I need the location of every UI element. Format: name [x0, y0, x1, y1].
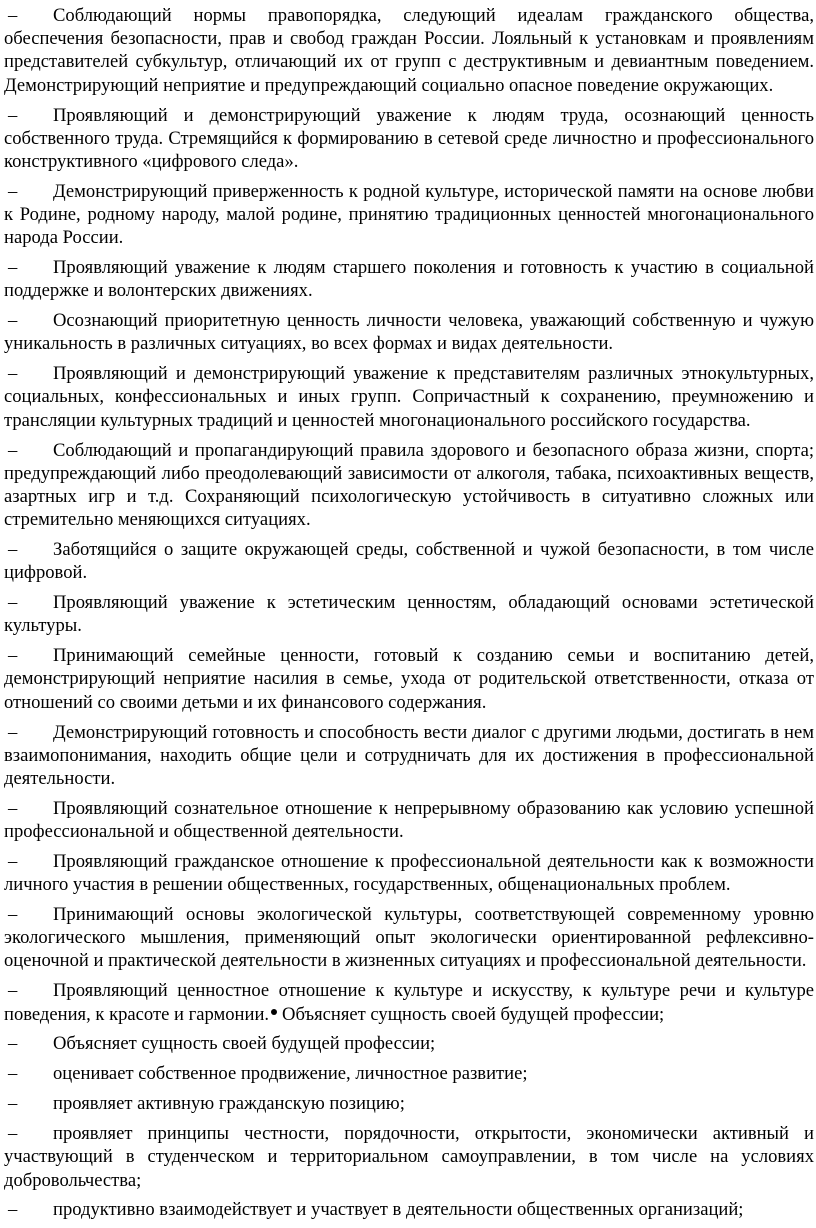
list-item-text: Осознающий приоритетную ценность личности человека, уважающий собственную и чужую уникальность в различных ситуациях, во всех формах и видах деятельности. — [4, 310, 814, 355]
list-item-text: Проявляющий уважение к эстетическим ценностям, обладающий основами эстетической культуры. — [4, 592, 814, 637]
list-marker: – — [8, 363, 18, 385]
list-item — [4, 979, 814, 1025]
list-item — [4, 309, 814, 355]
list-item-text: Соблюдающий нормы правопорядка, следующий идеалам гражданского общества, обеспечения безопасности, прав и свобод граждан России. Лояльный к установкам и проявлениям представителей субкультур, отличающий их от групп с деструктивным и девиантным поведением. Демонстрирующий неприятие и предупреждающий социально опасное поведение окружающих. — [4, 5, 814, 96]
list-marker: – — [8, 592, 18, 614]
list-item-text: Заботящийся о защите окружающей среды, собственной и чужой безопасности, в том числе цифровой. — [4, 539, 814, 584]
list-marker: – — [8, 1123, 18, 1145]
list-item — [4, 362, 814, 432]
list-marker: – — [8, 721, 18, 743]
list-item — [4, 644, 814, 714]
bullet-dot-icon — [271, 1009, 277, 1015]
list-item-text: Проявляющий уважение к людям старшего поколения и готовность к участию в социальной поддержке и волонтерских движениях. — [4, 257, 814, 302]
list-item-text: продуктивно взаимодействует и участвует в деятельности общественных организаций; — [53, 1199, 744, 1221]
list-item — [4, 850, 814, 896]
list-marker: – — [8, 980, 18, 1002]
list-item-text: Проявляющий гражданское отношение к профессиональной деятельности как к возможности личного участия в решении общественных, государственных, общенациональных проблем. — [4, 850, 814, 896]
list-marker: – — [8, 104, 18, 126]
list-marker: – — [8, 5, 18, 26]
list-item — [4, 721, 814, 791]
list-item-text: Проявляющий сознательное отношение к непрерывному образованию как условию успешной профессиональной и общественной деятельности. — [4, 797, 814, 843]
list-marker: – — [8, 904, 18, 926]
list-item — [4, 439, 814, 532]
list-marker: – — [8, 180, 18, 202]
list-item-text: Демонстрирующий готовность и способность вести диалог с другими людьми, достигать в нем взаимопонимания, находить общие цели и сотрудничать для их достижения в профессиональной деятельности. — [4, 721, 814, 789]
list-marker: – — [8, 257, 18, 279]
list-marker: – — [8, 850, 18, 872]
list-item — [4, 1122, 814, 1192]
list-item — [4, 1198, 814, 1221]
list-marker: – — [8, 1093, 18, 1115]
list-marker: – — [8, 645, 18, 667]
list-item — [4, 797, 814, 843]
list-marker: – — [8, 310, 18, 332]
list-marker: – — [8, 1199, 18, 1221]
list-item — [4, 591, 814, 637]
list-marker: – — [8, 439, 18, 461]
list-item-text: проявляет активную гражданскую позицию; — [53, 1093, 405, 1115]
list-item-text: Соблюдающий и пропагандирующий правила здорового и безопасного образа жизни, спорта; предупреждающий либо преодолевающий зависимости от алкоголя, табака, психоактивных веществ, азартных игр и т.д. Сохраняющий психологическую устойчивость в ситуативно сложных или стремительно меняющихся ситуациях. — [4, 439, 814, 531]
list-item-text: Принимающий основы экологической культуры, соответствующей современному уровню экологического мышления, применяющий опыт экологически ориентированной рефлексивно-оценочной и практической деятельности в жизненных ситуациях и профессиональной деятельности. — [4, 904, 814, 972]
list-item-text: Объясняет сущность своей будущей профессии; — [53, 1033, 436, 1055]
list-item — [4, 903, 814, 973]
list-item — [4, 1062, 814, 1085]
list-item-text: Принимающий семейные ценности, готовый к созданию семьи и воспитанию детей, демонстрирующий неприятие насилия в семье, ухода от родительской ответственности, отказа от отношений со своими детьми и их финансового содержания. — [4, 645, 814, 713]
list-item — [4, 1092, 814, 1115]
document-page — [4, 4, 814, 1228]
list-item-text: проявляет принципы честности, порядочности, открытости, экономически активный и участвующий в студенческом и территориальном самоуправлении, в том числе на условиях добровольчества; — [4, 1123, 814, 1191]
list-item-text: Проявляющий и демонстрирующий уважение к людям труда, осознающий ценность собственного труда. Стремящийся к формированию в сетевой среде личностно и профессионального конструктивного «цифрового следа». — [4, 104, 814, 172]
list-item — [4, 538, 814, 584]
list-item-text: оценивает собственное продвижение, личностное развитие; — [53, 1063, 528, 1085]
list-item — [4, 256, 814, 302]
list-item-tail-text: Объясняет сущность своей будущей профессии; — [282, 1003, 665, 1025]
list-item — [4, 4, 814, 97]
list-marker: – — [8, 1063, 18, 1085]
list-marker: – — [8, 539, 18, 561]
list-item-text: Проявляющий и демонстрирующий уважение к представителям различных этнокультурных, социальных, конфессиональных и иных групп. Сопричастный к сохранению, преумножению и трансляции культурных традиций и ценностей многонационального российского государства. — [4, 363, 814, 431]
list-item-text: Демонстрирующий приверженность к родной культуре, исторической памяти на основе любви к Родине, родному народу, малой родине, принятию традиционных ценностей многонационального народа России. — [4, 180, 814, 249]
list-item — [4, 104, 814, 174]
list-marker: – — [8, 797, 18, 819]
list-item — [4, 1032, 814, 1055]
list-marker: – — [8, 1033, 18, 1055]
list-item-text: Проявляющий ценностное отношение к культуре и искусству, к культуре речи и культуре поведения, к красоте и гармонии. — [4, 980, 814, 1025]
list-item — [4, 180, 814, 250]
